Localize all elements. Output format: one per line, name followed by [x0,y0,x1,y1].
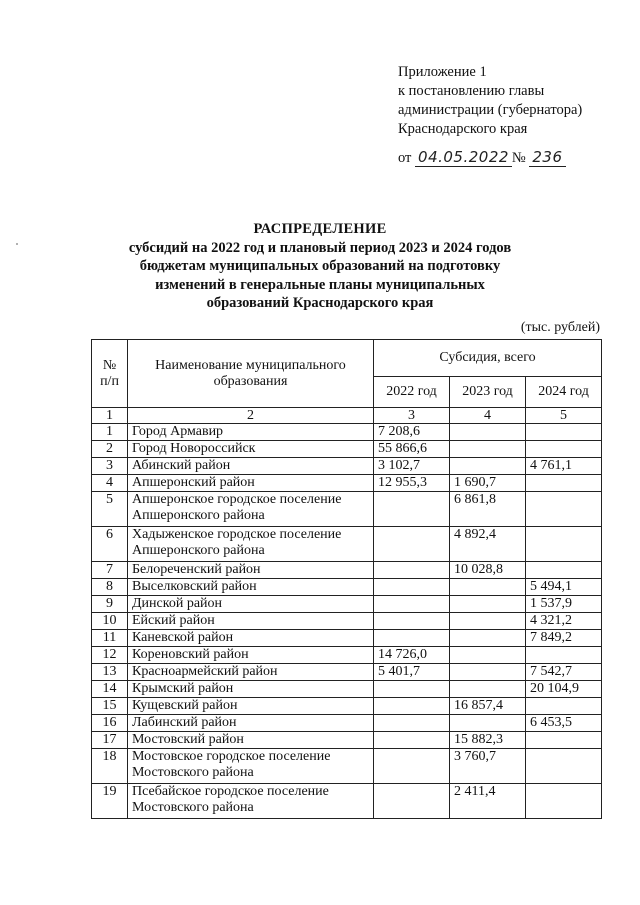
table-row [92,441,602,458]
row-value-2022 [374,681,450,698]
row-value-2024: 7 849,2 [526,630,602,647]
appendix-line: администрации (губернатора) [398,102,583,118]
header-num: № п/п [92,340,128,408]
row-value-2022 [374,492,450,527]
table-row [92,784,602,819]
title-line: изменений в генеральные планы муниципальных [155,276,485,293]
row-value-2023: 1 690,7 [450,475,526,492]
row-municipality: Город Армавир [128,424,374,441]
row-value-2023: 3 760,7 [450,749,526,784]
table-row [92,613,602,630]
column-index: 2 [128,408,374,424]
row-value-2024 [526,784,602,819]
table-row [92,647,602,664]
row-value-2024: 4 761,1 [526,458,602,475]
row-value-2022 [374,527,450,562]
row-value-2024 [526,475,602,492]
column-index: 3 [374,408,450,424]
row-value-2022 [374,749,450,784]
row-value-2022: 7 208,6 [374,424,450,441]
row-municipality: Апшеронский район [128,475,374,492]
row-municipality: Хадыженское городское поселение Апшеронского района [128,527,374,562]
row-value-2023: 4 892,4 [450,527,526,562]
table-row [92,698,602,715]
table-row [92,424,602,441]
row-value-2022 [374,596,450,613]
row-value-2023: 16 857,4 [450,698,526,715]
header-name: Наименование муниципального образования [128,340,374,408]
row-number: 15 [92,698,128,715]
row-municipality: Выселковский район [128,579,374,596]
row-value-2024 [526,424,602,441]
title-heading: РАСПРЕДЕЛЕНИЕ [253,221,387,237]
row-number: 6 [92,527,128,562]
title-line: субсидий на 2022 год и плановый период 2023 и 2024 годов [128,239,512,256]
title-line: бюджетам муниципальных образований на подготовку [139,258,501,274]
row-number: 2 [92,441,128,458]
row-value-2023 [450,579,526,596]
row-value-2023 [450,647,526,664]
table-row [92,681,602,698]
row-number: 16 [92,715,128,732]
units-label: (тыс. рублей) [520,320,600,335]
row-municipality: Кореновский район [128,647,374,664]
document-title [60,220,580,313]
row-value-2023 [450,681,526,698]
row-value-2022 [374,715,450,732]
row-value-2022: 55 866,6 [374,441,450,458]
row-value-2022 [374,613,450,630]
row-number: 19 [92,784,128,819]
row-number: 7 [92,562,128,579]
order-number: 236 [529,148,565,167]
row-value-2022 [374,732,450,749]
row-value-2024: 5 494,1 [526,579,602,596]
row-municipality: Абинский район [128,458,374,475]
column-index: 1 [92,408,128,424]
row-number: 4 [92,475,128,492]
subsidy-table [91,339,602,819]
row-municipality: Мостовское городское поселение Мостовского района [128,749,374,784]
table-row [92,492,602,527]
table-row [92,664,602,681]
row-value-2022 [374,630,450,647]
row-value-2023 [450,596,526,613]
row-municipality: Каневской район [128,630,374,647]
row-municipality: Мостовский район [128,732,374,749]
row-value-2024 [526,562,602,579]
row-value-2022: 12 955,3 [374,475,450,492]
row-value-2024 [526,441,602,458]
scan-speck [16,243,18,245]
row-value-2022 [374,698,450,715]
row-value-2023 [450,715,526,732]
table-row [92,458,602,475]
row-value-2022 [374,579,450,596]
header-subsidy: Субсидия, всего [374,340,602,377]
appendix-block [398,63,582,139]
row-number: 11 [92,630,128,647]
row-value-2022 [374,562,450,579]
appendix-line: к постановлению главы [398,83,545,99]
column-index: 4 [450,408,526,424]
row-value-2023: 2 411,4 [450,784,526,819]
order-reference [398,148,566,167]
table-row [92,749,602,784]
row-value-2024 [526,527,602,562]
row-value-2023 [450,630,526,647]
row-value-2024 [526,698,602,715]
row-value-2023 [450,664,526,681]
header-year-2024: 2024 год [526,377,602,408]
row-number: 10 [92,613,128,630]
row-municipality: Белореченский район [128,562,374,579]
row-value-2023 [450,441,526,458]
row-municipality: Ейский район [128,613,374,630]
row-value-2024: 7 542,7 [526,664,602,681]
appendix-line: Приложение 1 [398,64,487,80]
row-number: 14 [92,681,128,698]
table-row [92,630,602,647]
row-municipality: Динской район [128,596,374,613]
row-number: 13 [92,664,128,681]
title-line: образований Краснодарского края [206,295,434,311]
row-municipality: Красноармейский район [128,664,374,681]
row-value-2022: 3 102,7 [374,458,450,475]
table-row [92,596,602,613]
row-municipality: Лабинский район [128,715,374,732]
table-row [92,579,602,596]
row-value-2024: 6 453,5 [526,715,602,732]
table-row [92,715,602,732]
column-index-row [92,408,602,424]
row-municipality: Апшеронское городское поселение Апшеронского района [128,492,374,527]
row-value-2023 [450,458,526,475]
row-municipality: Город Новороссийск [128,441,374,458]
row-value-2023 [450,613,526,630]
row-value-2023: 10 028,8 [450,562,526,579]
order-date: 04.05.2022 [415,148,512,167]
header-year-2022: 2022 год [374,377,450,408]
row-number: 18 [92,749,128,784]
row-value-2024 [526,749,602,784]
row-municipality: Кущевский район [128,698,374,715]
row-value-2024: 4 321,2 [526,613,602,630]
order-prefix: от [398,150,412,166]
table-row [92,527,602,562]
row-value-2024: 1 537,9 [526,596,602,613]
row-value-2024: 20 104,9 [526,681,602,698]
row-value-2024 [526,732,602,749]
order-number-label: № [511,150,526,166]
row-number: 9 [92,596,128,613]
row-number: 1 [92,424,128,441]
row-value-2022: 5 401,7 [374,664,450,681]
table-row [92,732,602,749]
row-value-2022: 14 726,0 [374,647,450,664]
table-row [92,562,602,579]
row-value-2023: 6 861,8 [450,492,526,527]
column-index: 5 [526,408,602,424]
row-value-2024 [526,647,602,664]
row-value-2022 [374,784,450,819]
row-number: 12 [92,647,128,664]
row-number: 5 [92,492,128,527]
header-year-2023: 2023 год [450,377,526,408]
row-number: 17 [92,732,128,749]
table-row [92,475,602,492]
row-value-2023: 15 882,3 [450,732,526,749]
row-number: 8 [92,579,128,596]
row-number: 3 [92,458,128,475]
appendix-line: Краснодарского края [398,121,528,137]
row-municipality: Крымский район [128,681,374,698]
row-value-2024 [526,492,602,527]
row-value-2023 [450,424,526,441]
row-municipality: Псебайское городское поселение Мостовского района [128,784,374,819]
